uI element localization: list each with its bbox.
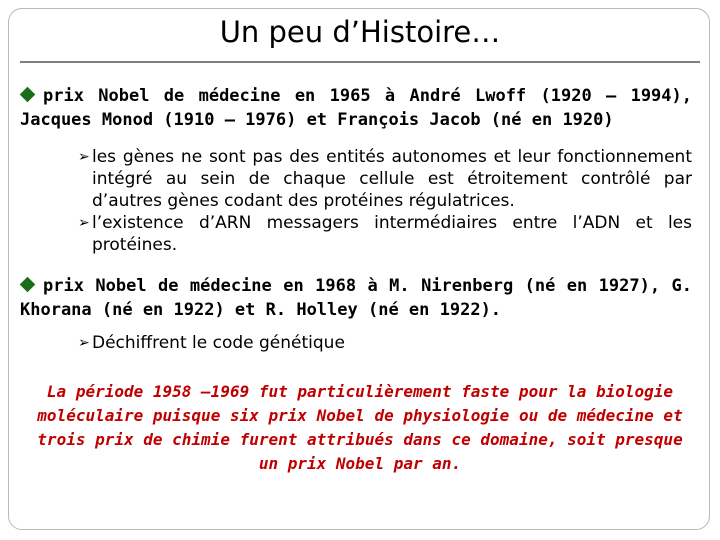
arrow-bullet-icon: ➢	[78, 335, 90, 351]
arrow-bullet-icon: ➢	[78, 215, 90, 231]
bullet-2-text: prix Nobel de médecine en 1968 à M. Nirenberg (né en 1927), G. Khorana (né en 1922) et R. Holley (né en 1922).	[20, 276, 692, 320]
arrow-bullet-icon: ➢	[78, 149, 90, 165]
sub-item	[78, 146, 692, 212]
diamond-bullet-icon	[20, 277, 36, 293]
sub-item	[78, 332, 692, 354]
bullet-2	[20, 274, 692, 322]
bullet-1-text: prix Nobel de médecine en 1965 à André Lwoff (1920 – 1994), Jacques Monod (1910 – 1976) et François Jacob (né en 1920)	[20, 86, 692, 130]
sub-item-text: l’existence d’ARN messagers intermédiaires entre l’ADN et les protéines.	[92, 213, 692, 255]
diamond-bullet-icon	[20, 87, 36, 103]
bullet-1	[20, 84, 692, 132]
highlight-paragraph: La période 1958 –1969 fut particulièrement faste pour la biologie moléculaire puisque six prix Nobel de physiologie ou de médecine et trois prix de chimie furent attribués dans ce domaine, soit presque un prix Nobel par an.	[37, 382, 683, 473]
sub-item-text: Déchiffrent le code génétique	[92, 333, 345, 353]
sub-item	[78, 212, 692, 256]
title-underline	[20, 61, 700, 63]
bullet-2-subitems	[78, 332, 692, 354]
bullet-1-subitems	[78, 146, 692, 256]
slide-title: Un peu d’Histoire…	[219, 15, 501, 49]
sub-item-text: les gènes ne sont pas des entités autonomes et leur fonctionnement intégré au sein de chaque cellule est étroitement contrôlé par d’autres gènes codant des protéines régulatrices.	[92, 147, 692, 211]
